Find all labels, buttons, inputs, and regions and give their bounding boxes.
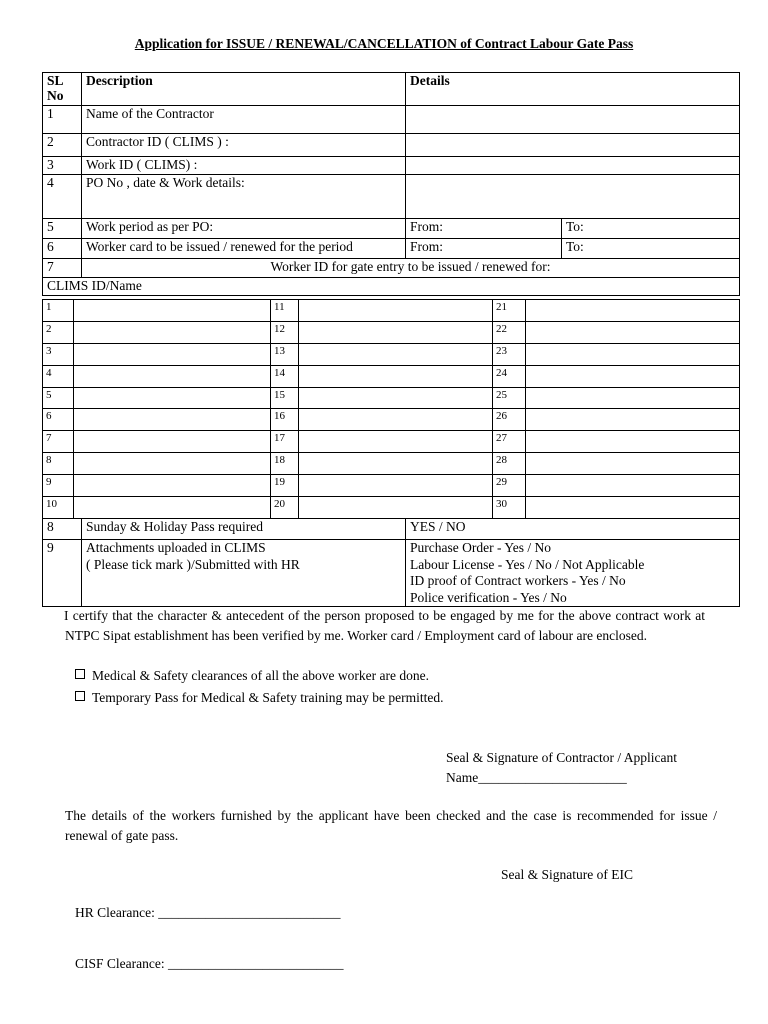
po-details-label: PO No , date & Work details: — [82, 175, 406, 219]
sl-header: SL No — [43, 73, 82, 106]
row-sl: 1 — [43, 106, 82, 134]
worker-id-field[interactable] — [526, 453, 740, 475]
worker-slot-number: 4 — [43, 365, 74, 387]
contractor-id-field[interactable] — [406, 134, 740, 157]
worker-id-field[interactable] — [299, 343, 493, 365]
clims-id-label: CLIMS ID/Name — [43, 278, 740, 296]
row-sl: 7 — [43, 259, 82, 278]
worker-id-field[interactable] — [299, 409, 493, 431]
worker-slot-number: 19 — [271, 475, 299, 497]
work-period-to[interactable]: To: — [562, 219, 740, 239]
attachments-label — [82, 540, 406, 607]
worker-id-row — [43, 387, 740, 409]
worker-id-label: Worker ID for gate entry to be issued / renewed for: — [82, 259, 740, 278]
id-proof-item[interactable]: ID proof of Contract workers - Yes / No — [410, 573, 626, 588]
checkbox-icon[interactable] — [75, 669, 85, 679]
worker-id-row — [43, 497, 740, 519]
worker-id-row — [43, 343, 740, 365]
po-details-field[interactable] — [406, 175, 740, 219]
purchase-order-item[interactable]: Purchase Order - Yes / No — [410, 540, 551, 555]
worker-id-field[interactable] — [526, 387, 740, 409]
row-sl: 9 — [43, 540, 82, 607]
worker-id-field[interactable] — [526, 343, 740, 365]
worker-id-row — [43, 300, 740, 322]
medical-safety-label: Medical & Safety clearances of all the above worker are done. — [92, 668, 429, 683]
worker-id-field[interactable] — [299, 321, 493, 343]
form-title: Application for ISSUE / RENEWAL/CANCELLATION of Contract Labour Gate Pass — [134, 36, 634, 51]
worker-slot-number: 5 — [43, 387, 74, 409]
holiday-pass-label: Sunday & Holiday Pass required — [82, 519, 406, 540]
worker-slot-number: 23 — [493, 343, 526, 365]
worker-id-field[interactable] — [526, 475, 740, 497]
hr-clearance-line[interactable]: HR Clearance: ___________________________ — [75, 905, 341, 920]
row-sl: 6 — [43, 239, 82, 259]
worker-id-field[interactable] — [526, 431, 740, 453]
contractor-signature-label: Seal & Signature of Contractor / Applicant — [446, 750, 677, 765]
card-period-label: Worker card to be issued / renewed for the period — [82, 239, 406, 259]
worker-slot-number: 20 — [271, 497, 299, 519]
worker-id-field[interactable] — [74, 387, 271, 409]
medical-safety-checkbox-row[interactable] — [75, 668, 429, 684]
worker-slot-number: 22 — [493, 321, 526, 343]
row-sl: 5 — [43, 219, 82, 239]
work-id-field[interactable] — [406, 157, 740, 175]
worker-id-field[interactable] — [74, 321, 271, 343]
contractor-id-label: Contractor ID ( CLIMS ) : — [82, 134, 406, 157]
worker-id-row — [43, 453, 740, 475]
worker-slot-number: 10 — [43, 497, 74, 519]
worker-id-field[interactable] — [526, 497, 740, 519]
worker-id-row — [43, 475, 740, 497]
worker-slot-number: 24 — [493, 365, 526, 387]
worker-slot-number: 21 — [493, 300, 526, 322]
attachments-table — [42, 518, 740, 607]
card-period-from[interactable]: From: — [406, 239, 562, 259]
worker-slot-number: 17 — [271, 431, 299, 453]
worker-slot-number: 27 — [493, 431, 526, 453]
worker-id-field[interactable] — [74, 431, 271, 453]
worker-slot-number: 13 — [271, 343, 299, 365]
worker-id-field[interactable] — [299, 431, 493, 453]
worker-slot-number: 28 — [493, 453, 526, 475]
attachments-label-line2: ( Please tick mark )/Submitted with HR — [86, 556, 300, 572]
worker-slot-number: 3 — [43, 343, 74, 365]
worker-id-field[interactable] — [526, 409, 740, 431]
worker-id-field[interactable] — [299, 300, 493, 322]
worker-id-field[interactable] — [299, 453, 493, 475]
worker-id-field[interactable] — [74, 497, 271, 519]
temporary-pass-label: Temporary Pass for Medical & Safety training may be permitted. — [92, 690, 444, 705]
description-header: Description — [82, 73, 406, 106]
worker-slot-number: 6 — [43, 409, 74, 431]
worker-id-field[interactable] — [74, 453, 271, 475]
temporary-pass-checkbox-row[interactable] — [75, 690, 443, 706]
worker-id-row — [43, 431, 740, 453]
worker-slot-number: 9 — [43, 475, 74, 497]
worker-slot-number: 1 — [43, 300, 74, 322]
details-header: Details — [406, 73, 740, 106]
attachments-list — [406, 540, 740, 607]
row-sl: 2 — [43, 134, 82, 157]
card-period-to[interactable]: To: — [562, 239, 740, 259]
worker-id-row — [43, 365, 740, 387]
worker-slot-number: 8 — [43, 453, 74, 475]
worker-slot-number: 12 — [271, 321, 299, 343]
work-period-from[interactable]: From: — [406, 219, 562, 239]
worker-slot-number: 16 — [271, 409, 299, 431]
holiday-pass-value[interactable]: YES / NO — [406, 519, 740, 540]
worker-slot-number: 11 — [271, 300, 299, 322]
contractor-name-label: Name of the Contractor — [82, 106, 406, 134]
row-sl: 3 — [43, 157, 82, 175]
worker-id-row — [43, 409, 740, 431]
application-table — [42, 72, 740, 296]
worker-slot-number: 26 — [493, 409, 526, 431]
worker-slot-number: 15 — [271, 387, 299, 409]
work-period-label: Work period as per PO: — [82, 219, 406, 239]
contractor-name-line[interactable]: Name______________________ — [446, 770, 627, 785]
worker-slot-number: 30 — [493, 497, 526, 519]
labour-license-item[interactable]: Labour License - Yes / No / Not Applicable — [410, 556, 645, 572]
police-verification-item[interactable]: Police verification - Yes / No — [410, 589, 567, 605]
attachments-label-line1: Attachments uploaded in CLIMS — [86, 540, 266, 555]
worker-slot-number: 7 — [43, 431, 74, 453]
worker-id-field[interactable] — [299, 497, 493, 519]
worker-id-field[interactable] — [526, 321, 740, 343]
worker-slot-number: 25 — [493, 387, 526, 409]
worker-id-field[interactable] — [74, 365, 271, 387]
worker-id-field[interactable] — [299, 365, 493, 387]
worker-id-field[interactable] — [74, 300, 271, 322]
worker-slot-number: 29 — [493, 475, 526, 497]
worker-id-field[interactable] — [74, 409, 271, 431]
worker-slot-number: 14 — [271, 365, 299, 387]
worker-id-field[interactable] — [526, 300, 740, 322]
worker-slot-number: 18 — [271, 453, 299, 475]
worker-id-field[interactable] — [526, 365, 740, 387]
row-sl: 8 — [43, 519, 82, 540]
work-id-label: Work ID ( CLIMS) : — [82, 157, 406, 175]
worker-id-row — [43, 321, 740, 343]
worker-id-grid — [42, 299, 740, 519]
certification-text: I certify that the character & antecedent of the person proposed to be engaged by me for the above contract work at NTPC Sipat establishment has been verified by me. Worker card / Employment card of labour are enclosed. — [64, 608, 705, 643]
worker-id-field[interactable] — [299, 475, 493, 497]
eic-signature-label: Seal & Signature of EIC — [501, 867, 633, 882]
worker-slot-number: 2 — [43, 321, 74, 343]
worker-id-field[interactable] — [299, 387, 493, 409]
worker-id-field[interactable] — [74, 475, 271, 497]
contractor-name-field[interactable] — [406, 106, 740, 134]
row-sl: 4 — [43, 175, 82, 219]
recommendation-text: The details of the workers furnished by the applicant have been checked and the case is recommended for issue / renewal of gate pass. — [65, 808, 717, 843]
worker-id-field[interactable] — [74, 343, 271, 365]
checkbox-icon[interactable] — [75, 691, 85, 701]
cisf-clearance-line[interactable]: CISF Clearance: __________________________ — [75, 956, 344, 971]
